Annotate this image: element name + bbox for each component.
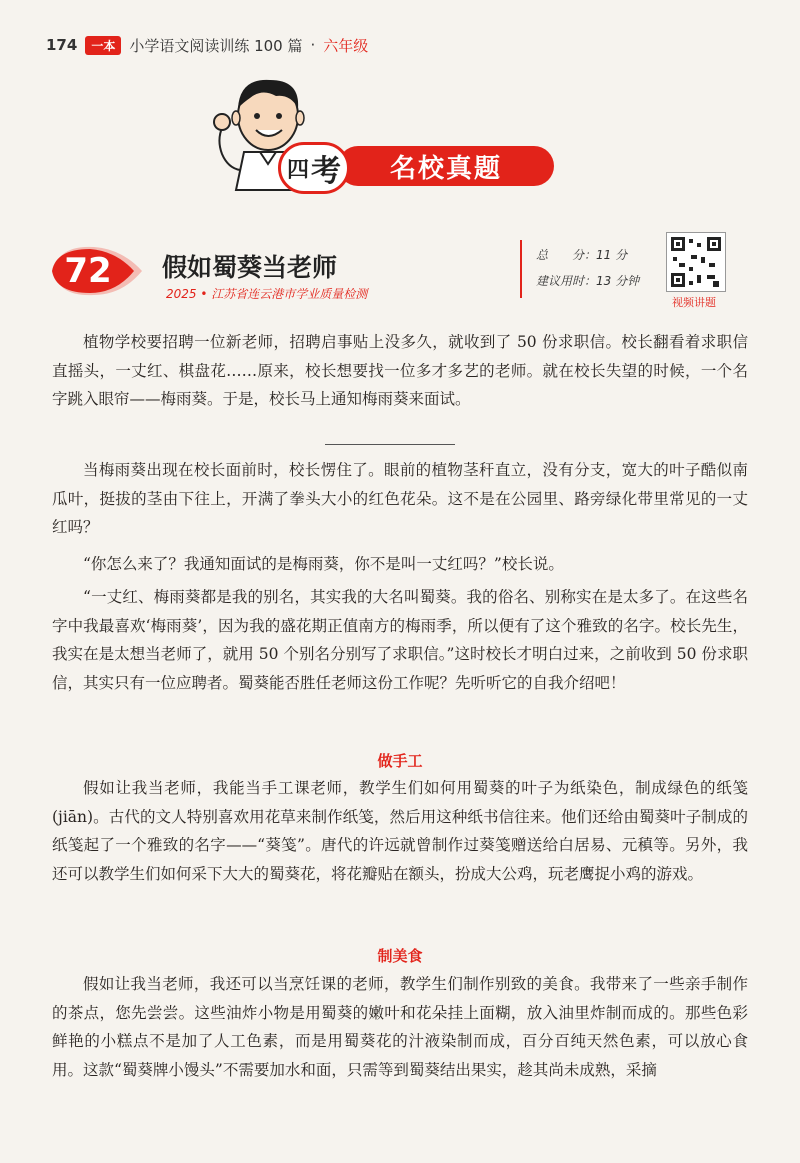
page-number: 174 [46, 36, 78, 54]
video-explain-link[interactable]: 视频讲题 [672, 296, 716, 309]
paragraph-1: 植物学校要招聘一位新老师，招聘启事贴上没多久，就收到了 50 份求职信。校长翻看着求职信直摇头，一丈红、棋盘花……原来，校长想要找一位多才多艺的老师。就在校长失望的时候，一个名字跳入眼帘——梅雨葵。于是，校长马上通知梅雨葵来面试。 [52, 333, 748, 408]
paragraph-3: “你怎么来了？我通知面试的是梅雨葵，你不是叫一丈红吗？”校长说。 [83, 555, 564, 573]
paragraph-6: 假如让我当老师，我还可以当烹饪课的老师，教学生们制作别致的美食。我带来了一些亲手制作的茶点，您先尝尝。这些油炸小物是用蜀葵的嫩叶和花朵挂上面糊，放入油里炸制而成的。那些色彩鲜艳的小糕点不是加了人工色素，而是用蜀葵花的汁液染制而成，百分百纯天然色素，可以放心食用。这款“蜀葵牌小馒头”不需要加水和面，只需等到蜀葵结出果实，趁其尚未成熟，采摘 [52, 975, 748, 1079]
total-score: 总 分：11 分 [536, 248, 628, 262]
grade-label: 六年级 [323, 36, 369, 55]
banner-circle [278, 142, 350, 194]
suggested-time: 建议用时：13 分钟 [536, 274, 640, 288]
lesson-number: 72 [64, 251, 112, 291]
qr-code-icon[interactable] [666, 232, 726, 292]
paragraph-5: 假如让我当老师，我能当手工课老师，教学生们如何用蜀葵的叶子为纸染色，制成绿色的纸笺(jiān)。古代的文人特别喜欢用花草来制作纸笺，然后用这种纸书信往来。他们还给由蜀葵叶子制成的纸笺起了一个雅致的名字——“葵笺”。唐代的许远就曾制作过葵笺赠送给白居易、元稹等。另外，我还可以教学生们如何采下大大的蜀葵花，将花瓣贴在额头，扮成大公鸡，玩老鹰捉小鸡的游戏。 [52, 779, 748, 883]
paragraph-4: “一丈红、梅雨葵都是我的别名，其实我的大名叫蜀葵。我的俗名、别称实在是太多了。在这些名字中我最喜欢‘梅雨葵’，因为我的盛花期正值南方的梅雨季，所以便有了这个雅致的名字。校长先生，我实在是太想当老师了，就用 50 个别名分别写了求职信。”这时校长才明白过来，之前收到 50 份求职信，其实只有一位应聘者。蜀葵能否胜任老师这份工作呢？先听听它的自我介绍吧！ [52, 588, 748, 692]
lesson-source: 2025 • 江苏省连云港市学业质量检测 [166, 287, 368, 301]
lesson-number-badge [50, 243, 144, 299]
lesson-title: 假如蜀葵当老师 [162, 253, 338, 282]
banner-circle-big: 考 [311, 154, 341, 189]
header-dot: · [310, 36, 316, 54]
subhead-handcraft: 做手工 [377, 752, 423, 770]
banner-circle-small: 四 [286, 157, 309, 183]
paragraph-2: 当梅雨葵出现在校长面前时，校长愣住了。眼前的植物茎秆直立，没有分支，宽大的叶子酷似南瓜叶，挺拔的茎由下往上，开满了拳头大小的红色花朵。这不是在公园里、路旁绿化带里常见的一丈红吗？ [52, 461, 748, 536]
book-title: 小学语文阅读训练 100 篇 [129, 36, 303, 55]
page-header [46, 30, 368, 60]
brand-badge: 一本 [85, 36, 121, 55]
subhead-cooking: 制美食 [377, 947, 423, 965]
section-divider [325, 444, 455, 445]
lesson-meta [520, 240, 658, 298]
banner-label: 名校真题 [338, 146, 554, 186]
section-banner [268, 140, 568, 192]
